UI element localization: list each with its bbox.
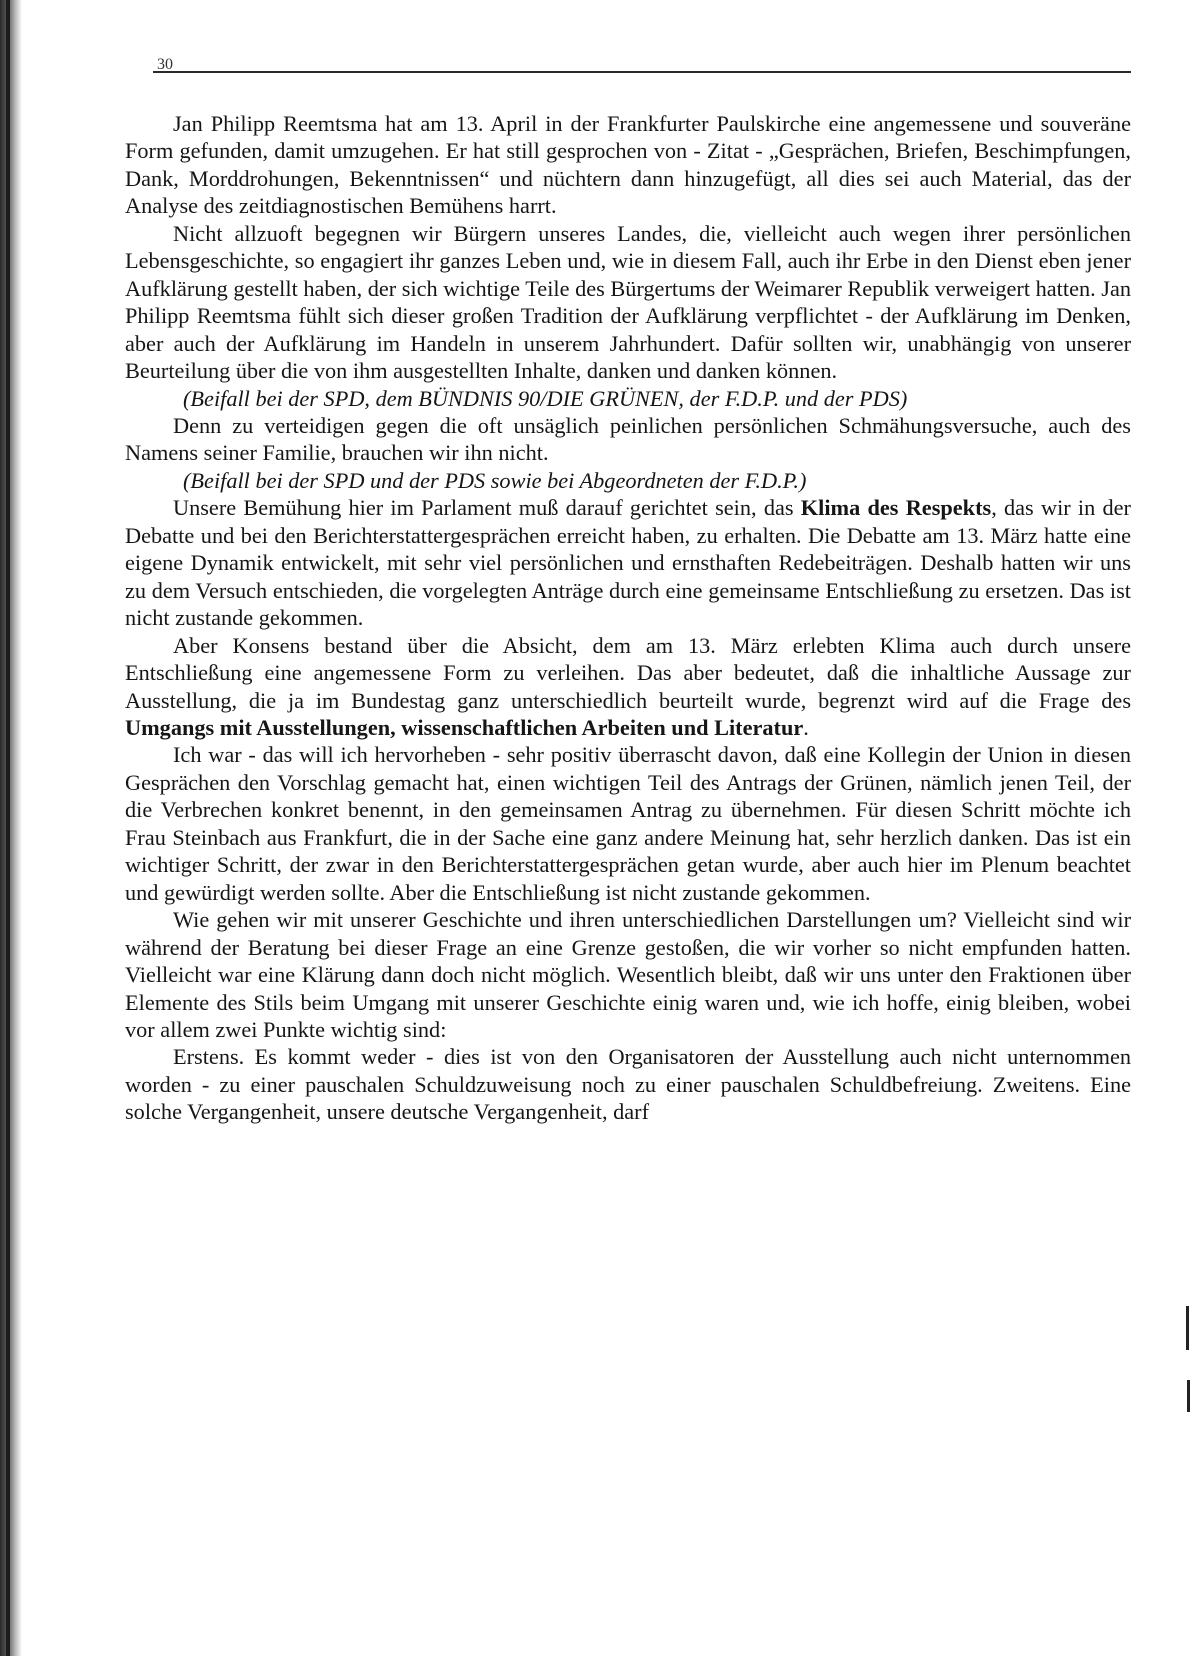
body-paragraph (125, 906, 1131, 1043)
body-paragraph (125, 632, 1131, 742)
page-text (125, 110, 1131, 1126)
binding-shadow (0, 0, 22, 1656)
emphasis-text: Klima des Respekts (800, 495, 992, 521)
body-paragraph (125, 741, 1131, 906)
paragraph-text: Unsere Bemühung hier im Parlament muß darauf gerichtet sein, das (173, 495, 801, 521)
body-paragraph (125, 220, 1131, 385)
paragraph-text: Erstens. Es kommt weder - dies ist von den Organisatoren der Ausstellung auch nicht unternommen worden - zu einer pauschalen Schuldzuweisung noch zu einer pauschalen Schuldbefreiung. Zweitens. Eine solche Vergangenheit, unsere deutsche Vergangenheit, darf (125, 1044, 1131, 1125)
applause-note (125, 467, 1131, 494)
body-paragraph (125, 110, 1131, 220)
scan-mark (1186, 1306, 1189, 1350)
paragraph-text: Jan Philipp Reemtsma hat am 13. April in der Frankfurter Paulskirche eine angemessene und souveräne Form gefunden, damit umzugehen. Er hat still gesprochen von - Zitat - „Gesprächen, Briefen, Beschimpfungen, Dank, Morddrohungen, Bekenntnissen“ und nüchtern dann hinzugefügt, all dies sei auch Material, das der Analyse des zeitdiagnostischen Bemühens harrt. (125, 111, 1131, 219)
emphasis-text: Umgangs mit Ausstellungen, wissenschaftlichen Arbeiten und Literatur (125, 714, 804, 740)
paragraph-text: Ich war - das will ich hervorheben - sehr positiv überrascht davon, daß eine Kollegin der Union in diesen Gesprächen den Vorschlag gemacht hat, einen wichtigen Teil des Antrags der Grünen, nämlich jenen Teil, der die Verbrechen konkret benennt, in den gemeinsamen Antrag zu übernehmen. Für diesen Schritt möchte ich Frau Steinbach aus Frankfurt, die in der Sache eine ganz andere Meinung hat, sehr herzlich danken. Das ist ein wichtiger Schritt, der zwar in den Berichterstattergesprächen getan wurde, aber auch hier im Plenum beachtet und gewürdigt werden sollte. Aber die Entschließung ist nicht zustande gekommen. (125, 742, 1131, 905)
paragraph-text: (Beifall bei der SPD und der PDS sowie bei Abgeordneten der F.D.P.) (183, 467, 807, 493)
paragraph-text: Wie gehen wir mit unserer Geschichte und ihren unterschiedlichen Darstellungen um? Vielleicht sind wir während der Beratung bei dieser Frage an eine Grenze gestoßen, die wir vorher so nicht empfunden hatten. Vielleicht war eine Klärung dann doch nicht möglich. Wesentlich bleibt, daß wir uns unter den Fraktionen über Elemente des Stils beim Umgang mit unserer Geschichte einig waren und, wie ich hoffe, einig bleiben, wobei vor allem zwei Punkte wichtig sind: (125, 907, 1131, 1042)
applause-note (125, 385, 1131, 412)
body-paragraph (125, 412, 1131, 467)
header-rule (153, 71, 1131, 73)
body-paragraph (125, 1043, 1131, 1125)
page-number: 30 (157, 56, 173, 73)
paragraph-text: Aber Konsens bestand über die Absicht, dem am 13. März erlebten Klima auch durch unsere Entschließung eine angemessene Form zu verleihen. Das aber bedeutet, daß die inhaltliche Aussage zur Ausstellung, die ja im Bundestag ganz unterschiedlich beurteilt wurde, begrenzt wird auf die Frage des (125, 632, 1131, 713)
paragraph-text: . (803, 714, 809, 740)
body-paragraph (125, 494, 1131, 631)
paragraph-text: Nicht allzuoft begegnen wir Bürgern unseres Landes, die, vielleicht auch wegen ihrer persönlichen Lebensgeschichte, so engagiert ihr ganzes Leben und, wie in diesem Fall, auch ihr Erbe in den Dienst eben jener Aufklärung gestellt haben, der sich wichtige Teile des Bürgertums der Weimarer Republik verweigert hatten. Jan Philipp Reemtsma fühlt sich dieser großen Tradition der Aufklärung verpflichtet - der Aufklärung im Denken, aber auch der Aufklärung im Handeln in unserem Jahrhundert. Dafür sollten wir, unabhängig von unserer Beurteilung über die von ihm ausgestellten Inhalte, danken und danken können. (125, 220, 1131, 384)
binding-edge (6, 0, 10, 1656)
paragraph-text: Denn zu verteidigen gegen die oft unsäglich peinlichen persönlichen Schmähungsversuche, auch des Namens seiner Familie, brauchen wir ihn nicht. (125, 412, 1131, 466)
paragraph-text: (Beifall bei der SPD, dem BÜNDNIS 90/DIE GRÜNEN, der F.D.P. und der PDS) (183, 385, 908, 411)
scan-mark (1187, 1380, 1190, 1412)
paragraph-text: , das wir in der Debatte und bei den Berichterstattergesprächen erreicht haben, zu erhalten. Die Debatte am 13. März hatte eine eigene Dynamik entwickelt, mit sehr viel persönlichen und ernsthaften Redebeiträgen. Deshalb hatten wir uns zu dem Versuch entschieden, die vorgelegten Anträge durch eine gemeinsame Entschließung zu ersetzen. Das ist nicht zustande gekommen. (125, 495, 1131, 631)
